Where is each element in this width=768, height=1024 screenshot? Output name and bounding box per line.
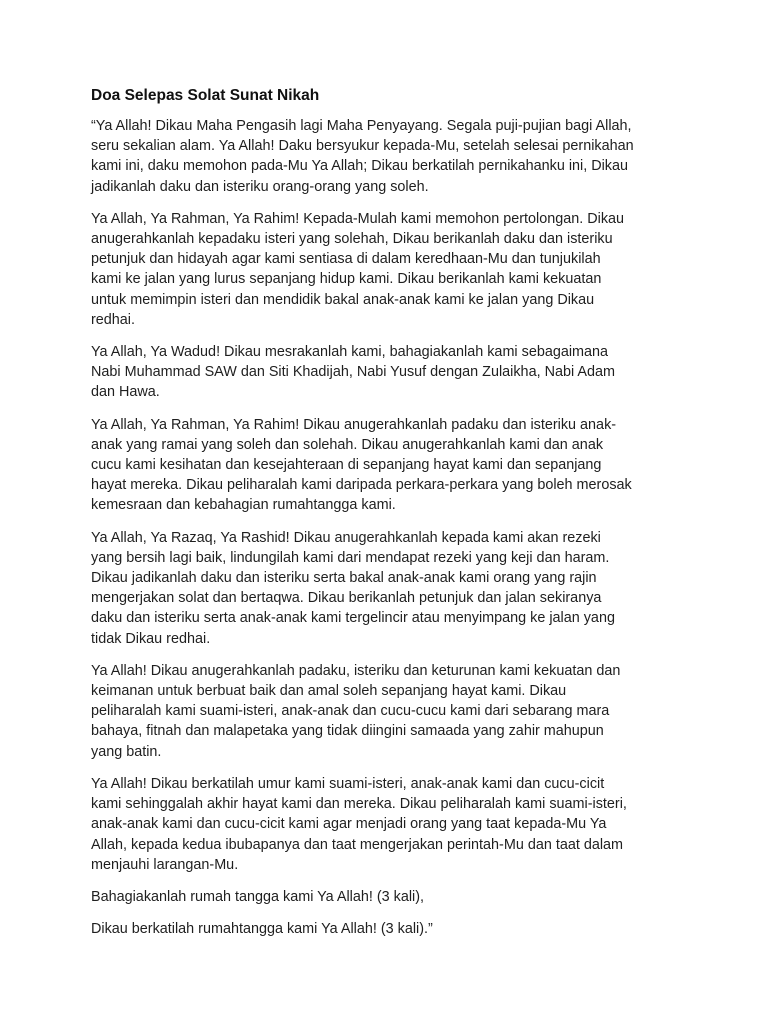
text-line: Ya Allah, Ya Rahman, Ya Rahim! Kepada-Mulah kami memohon pertolongan. Dikau <box>91 210 625 227</box>
text-line: Ya Allah, Ya Razaq, Ya Rashid! Dikau anugerahkanlah kepada kami akan rezeki <box>91 529 601 546</box>
text-line: Ya Allah! Dikau anugerahkanlah padaku, isteriku dan keturunan kami kekuatan dan <box>91 662 621 679</box>
paragraph <box>91 919 691 939</box>
text-line: menjauhi larangan-Mu. <box>91 856 239 873</box>
text-line: Ya Allah! Dikau berkatilah umur kami suami-isteri, anak-anak kami dan cucu-cicit <box>91 775 605 792</box>
text-line: anugerahkanlah kepadaku isteri yang solehah, Dikau berikanlah daku dan isteriku <box>91 231 613 248</box>
text-line: kami ke jalan yang lurus sepanjang hidup kami. Dikau berikanlah kami kekuatan <box>91 271 602 288</box>
document-body <box>91 116 691 939</box>
text-line: seru sekalian alam. Ya Allah! Daku bersyukur kepada-Mu, setelah selesai pernikahan <box>91 138 634 155</box>
text-line: “Ya Allah! Dikau Maha Pengasih lagi Maha Penyayang. Segala puji-pujian bagi Allah, <box>91 118 632 134</box>
paragraph <box>91 661 691 762</box>
text-line: yang bersih lagi baik, lindungilah kami dari mendapat rezeki yang keji dan haram. <box>91 549 610 566</box>
text-line: Dikau jadikanlah daku dan isteriku serta bakal anak-anak kami orang yang rajin <box>91 570 597 587</box>
paragraph <box>91 887 691 907</box>
paragraph <box>91 209 691 330</box>
text-line: Ya Allah, Ya Wadud! Dikau mesrakanlah kami, bahagiakanlah kami sebagaimana <box>91 344 609 361</box>
text-line: tidak Dikau redhai. <box>91 630 211 647</box>
text-line: Bahagiakanlah rumah tangga kami Ya Allah! (3 kali), <box>91 888 425 905</box>
text-line: dan Hawa. <box>91 384 160 401</box>
text-line: Allah, kepada kedua ibubapanya dan taat mengerjakan perintah-Mu dan taat dalam <box>91 836 624 853</box>
text-line: kemesraan dan kebahagian rumahtangga kami. <box>91 497 396 514</box>
paragraph <box>91 774 691 875</box>
text-line: anak yang ramai yang soleh dan solehah. Dikau anugerahkanlah kami dan anak <box>91 436 604 453</box>
text-line: mengerjakan solat dan bertaqwa. Dikau berikanlah petunjuk dan jalan sekiranya <box>91 590 602 607</box>
text-line: kami sehinggalah akhir hayat kami dan mereka. Dikau peliharalah kami suami-isteri, <box>91 796 627 813</box>
paragraph <box>91 528 691 649</box>
text-line: daku dan isteriku serta anak-anak kami tergelincir atau menyimpang ke jalan yang <box>91 610 615 627</box>
text-line: peliharalah kami suami-isteri, anak-anak dan cucu-cucu kami dari sebarang mara <box>91 703 610 720</box>
text-line: kami ini, daku memohon pada-Mu Ya Allah; Dikau berkatilah pernikahanku ini, Dikau <box>91 158 629 175</box>
document-page <box>91 86 691 951</box>
text-line: anak-anak kami dan cucu-cicit kami agar menjadi orang yang taat kepada-Mu Ya <box>91 816 607 833</box>
text-line: redhai. <box>91 311 136 328</box>
text-line: keimanan untuk berbuat baik dan amal soleh sepanjang hayat kami. Dikau <box>91 683 567 700</box>
text-line: yang batin. <box>91 743 162 760</box>
text-line: petunjuk dan hidayah agar kami sentiasa di dalam keredhaan-Mu dan tunjukilah <box>91 251 601 268</box>
text-line: bahaya, fitnah dan malapetaka yang tidak diingini samaada yang zahir mahupun <box>91 723 604 740</box>
document-title: Doa Selepas Solat Sunat Nikah <box>91 87 320 104</box>
text-line: hayat mereka. Dikau peliharalah kami daripada perkara-perkara yang boleh merosak <box>91 477 632 494</box>
paragraph <box>91 342 691 403</box>
text-line: Dikau berkatilah rumahtangga kami Ya Allah! (3 kali).” <box>91 921 433 938</box>
paragraph <box>91 116 691 197</box>
text-line: jadikanlah daku dan isteriku orang-orang yang soleh. <box>91 178 429 195</box>
text-line: untuk memimpin isteri dan mendidik bakal anak-anak kami ke jalan yang Dikau <box>91 291 595 308</box>
paragraph <box>91 415 691 516</box>
text-line: Ya Allah, Ya Rahman, Ya Rahim! Dikau anugerahkanlah padaku dan isteriku anak- <box>91 416 617 433</box>
text-line: cucu kami kesihatan dan kesejahteraan di sepanjang hayat kami dan sepanjang <box>91 457 602 474</box>
text-line: Nabi Muhammad SAW dan Siti Khadijah, Nabi Yusuf dengan Zulaikha, Nabi Adam <box>91 364 615 381</box>
